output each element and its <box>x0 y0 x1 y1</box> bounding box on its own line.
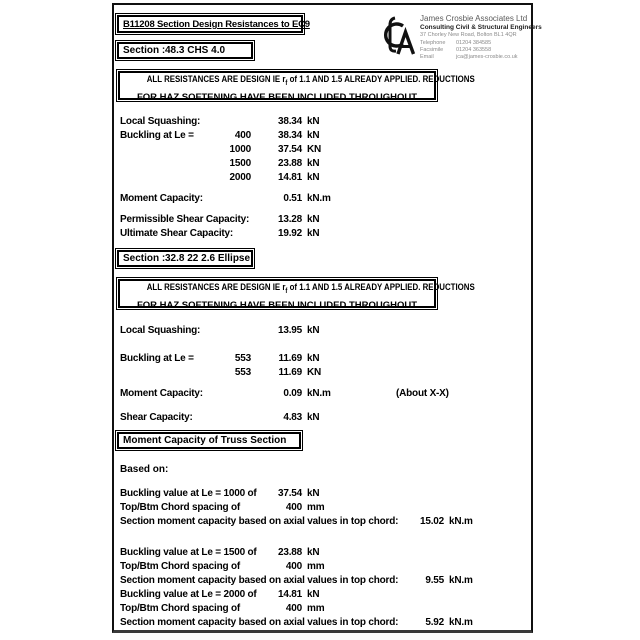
table-row <box>120 324 525 337</box>
contact-value: 01204 363558 <box>456 47 492 53</box>
row-le-value: 553 <box>234 353 251 364</box>
row-label: Buckling value at Le = 1000 of <box>120 488 257 499</box>
section1-header-box <box>117 42 253 59</box>
banner-line1-pre: ALL RESISTANCES ARE DESIGN IE r <box>146 74 286 85</box>
banner-line1-post: of 1.1 AND 1.5 ALREADY APPLIED. REDUCTIONS <box>287 282 475 293</box>
row-label: Top/Btm Chord spacing of <box>120 561 241 572</box>
row-unit: kN.m <box>307 388 331 399</box>
contact-label: Telephone <box>420 40 446 46</box>
design-note-banner <box>118 71 475 103</box>
section-name: 48.3 CHS 4.0 <box>165 45 226 56</box>
contact-label: Facsimile <box>420 47 444 53</box>
row-value: 19.92 <box>277 228 302 239</box>
row-value: 11.69 <box>278 353 302 364</box>
banner-line1 <box>146 281 475 299</box>
row-value: 38.34 <box>277 130 302 141</box>
row-label: Section moment capacity based on axial values in top chord: <box>120 516 399 527</box>
row-result-value: 15.02 <box>419 516 444 527</box>
truss-section-header-box <box>117 432 301 449</box>
banner-line2: FOR HAZ SOFTENING HAVE BEEN INCLUDED THROUGHOUT <box>136 91 418 103</box>
contact-label: Email <box>420 54 434 60</box>
row-label: Local Squashing: <box>120 325 201 336</box>
table-row <box>120 227 525 240</box>
table-row <box>120 546 525 559</box>
row-value: 14.81 <box>277 172 302 183</box>
row-label: Local Squashing: <box>120 116 201 127</box>
truss-section-title: Moment Capacity of Truss Section <box>123 435 287 446</box>
table-row <box>120 588 525 601</box>
row-label: Buckling at Le = <box>120 130 194 141</box>
contact-value: jca@james-crosbie.co.uk <box>456 54 518 60</box>
row-unit: kN <box>307 214 320 225</box>
table-row <box>120 213 525 226</box>
banner-line1 <box>146 73 475 91</box>
row-note: (About X-X) <box>396 388 449 399</box>
row-label: Section moment capacity based on axial values in top chord: <box>120 617 399 628</box>
row-value: 23.88 <box>277 158 302 169</box>
row-unit: kN <box>307 228 320 239</box>
row-label: Buckling at Le = <box>120 353 194 364</box>
row-label: Top/Btm Chord spacing of <box>120 603 241 614</box>
company-block <box>420 14 542 61</box>
contact-row <box>420 40 538 47</box>
row-value: 14.81 <box>277 589 302 600</box>
table-row <box>120 171 525 184</box>
row-value: 400 <box>285 561 302 572</box>
document-page <box>112 3 542 633</box>
row-unit: KN <box>307 367 322 378</box>
row-value: 400 <box>285 603 302 614</box>
doc-title-box <box>117 15 310 33</box>
row-value: 13.95 <box>277 325 302 336</box>
row-unit: mm <box>307 502 325 513</box>
row-unit: kN <box>307 547 320 558</box>
row-value: 23.88 <box>277 547 302 558</box>
company-name: James Crosbie Associates Ltd <box>420 14 528 23</box>
doc-title: B11208 Section Design Resistances to EC9 <box>123 19 310 30</box>
section2-header-box <box>117 250 253 267</box>
company-logo-icon <box>374 13 418 57</box>
row-unit: kN <box>307 158 320 169</box>
table-row <box>120 192 525 205</box>
table-row <box>120 157 525 170</box>
row-unit: mm <box>307 603 325 614</box>
row-le-value: 553 <box>234 367 251 378</box>
row-result-unit: kN.m <box>449 617 473 628</box>
company-tagline: Consulting Civil & Structural Engineers <box>420 24 542 31</box>
contact-value: 01204 384585 <box>456 40 492 46</box>
row-unit: kN <box>307 172 320 183</box>
row-result-unit: kN.m <box>449 575 473 586</box>
table-row <box>120 574 525 587</box>
row-unit: kN <box>307 353 320 364</box>
banner-line1-pre: ALL RESISTANCES ARE DESIGN IE r <box>146 282 286 293</box>
row-value: 38.34 <box>277 116 302 127</box>
row-le-value: 1500 <box>229 158 251 169</box>
table-row <box>120 387 525 400</box>
row-label: Buckling value at Le = 2000 of <box>120 589 257 600</box>
section-name: 32.8 22 2.6 Ellipse <box>165 253 251 264</box>
row-label: Moment Capacity: <box>120 388 203 399</box>
banner-gamma-subscript: f <box>285 79 288 87</box>
row-label: Shear Capacity: <box>120 412 193 423</box>
table-row <box>120 602 525 615</box>
banner-line1-post: of 1.1 AND 1.5 ALREADY APPLIED. REDUCTIONS <box>287 74 475 85</box>
row-value: 0.09 <box>283 388 302 399</box>
row-unit: mm <box>307 561 325 572</box>
row-le-value: 2000 <box>229 172 251 183</box>
banner-line2: FOR HAZ SOFTENING HAVE BEEN INCLUDED THROUGHOUT <box>136 299 418 311</box>
row-unit: KN <box>307 144 322 155</box>
section-label: Section : <box>123 253 166 264</box>
table-row <box>120 143 525 156</box>
row-value: 0.51 <box>283 193 302 204</box>
row-unit: kN <box>307 116 320 127</box>
row-value: 37.54 <box>277 488 302 499</box>
row-result-value: 5.92 <box>425 617 444 628</box>
table-row <box>120 501 525 514</box>
table-row <box>120 366 525 379</box>
row-label: Buckling value at Le = 1500 of <box>120 547 257 558</box>
section-label: Section : <box>123 45 166 56</box>
company-address: 37 Chorley New Road, Bolton BL1 4QR <box>420 32 517 38</box>
row-value: 37.54 <box>277 144 302 155</box>
contact-row <box>420 54 538 61</box>
row-le-value: 1000 <box>229 144 251 155</box>
row-value: 11.69 <box>278 367 302 378</box>
row-unit: kN <box>307 412 320 423</box>
table-row <box>120 487 525 500</box>
row-le-value: 400 <box>234 130 251 141</box>
row-result-value: 9.55 <box>425 575 444 586</box>
contact-row <box>420 47 538 54</box>
row-result-unit: kN.m <box>449 516 473 527</box>
row-unit: kN <box>307 589 320 600</box>
row-label: Section moment capacity based on axial values in top chord: <box>120 575 399 586</box>
row-value: 13.28 <box>277 214 302 225</box>
table-row <box>120 352 525 365</box>
design-note-banner <box>118 279 475 311</box>
table-row <box>120 411 525 424</box>
row-unit: kN <box>307 488 320 499</box>
table-row <box>120 115 525 128</box>
table-row <box>120 616 525 629</box>
table-row <box>120 515 525 528</box>
row-label: Top/Btm Chord spacing of <box>120 502 241 513</box>
row-label: Moment Capacity: <box>120 193 203 204</box>
row-value: 4.83 <box>283 412 302 423</box>
row-value: 400 <box>285 502 302 513</box>
row-label: Permissible Shear Capacity: <box>120 214 250 225</box>
row-label: Ultimate Shear Capacity: <box>120 228 234 239</box>
row-unit: kN.m <box>307 193 331 204</box>
row-unit: kN <box>307 130 320 141</box>
based-on-label: Based on: <box>120 464 169 475</box>
table-row <box>120 560 525 573</box>
row-unit: kN <box>307 325 320 336</box>
table-row <box>120 129 525 142</box>
banner-gamma-subscript: f <box>285 287 288 295</box>
